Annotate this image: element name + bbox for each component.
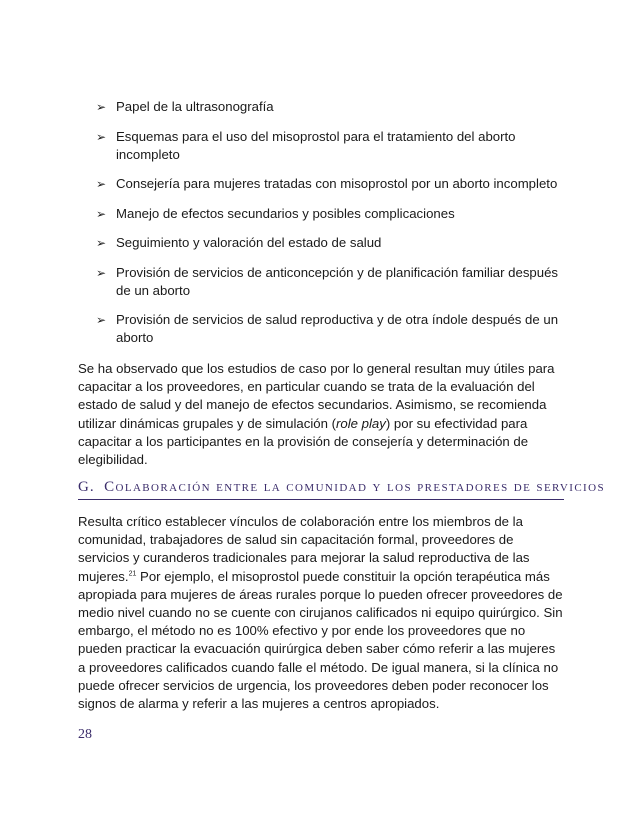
paragraph-text: ) por su efectividad para capacitar a los participantes en la provisión de consejería y determinación de elegibilidad. [78, 415, 529, 468]
list-item [96, 205, 566, 223]
page-number: 28 [78, 727, 92, 742]
paragraph-text: Resulta crítico establecer vínculos de colaboración entre los miembros de la comunidad, trabajadores de salud sin capacitación formal, proveedores de servicios y curanderos tradicionales para mejorar la salud reproductiva de las mujeres. [78, 514, 530, 584]
paragraph-text: Por ejemplo, el misoprostol puede constituir la opción terapéutica más apropiada para mujeres de áreas rurales porque lo pueden ofrecer proveedores de medio nivel cuando no se cuente con cirujanos calificados ni equipo quirúrgico. Sin embargo, el método no es 100% efectivo y por ende los proveedores que no pueden practicar la evacuación quirúrgica deben saber cómo referir a las mujeres a proveedores calificados cuando falle el método. De igual manera, si la clínica no puede ofrecer servicios de urgencia, los proveedores deben poder reconocer los signos de alarma y referir a las mujeres a centros apropiados. [78, 568, 563, 712]
list-item-text: Manejo de efectos secundarios y posibles complicaciones [116, 205, 455, 221]
list-item-text: Papel de la ultrasonografía [116, 99, 274, 114]
arrow-right-icon: ➢ [96, 236, 107, 250]
list-item-text: Provisión de servicios de anticoncepción y de planificación familiar después de un aborto [116, 264, 559, 298]
section-heading [78, 477, 605, 497]
list-item-text: Esquemas para el uso del misoprostol para el tratamiento del aborto incompleto [116, 128, 516, 162]
arrow-right-icon: ➢ [96, 129, 107, 144]
section-divider [78, 499, 564, 500]
role-play-term: role play [336, 415, 386, 431]
list-item-text: Provisión de servicios de salud reproductiva y de otra índole después de un aborto [116, 312, 559, 345]
paragraph-text: Se ha observado que los estudios de caso por lo general resultan muy útiles para capacitar a los proveedores, en particular cuando se trata de la evaluación del estado de salud y del manejo de efectos secundarios. Asimismo, se recomienda utilizar dinámicas grupales y de simulación ( [78, 361, 555, 431]
list-item [96, 264, 566, 300]
footnote-marker: 21 [128, 570, 137, 578]
section-title: Colaboración entre la comunidad y los prestadores de servicios [104, 479, 605, 495]
list-item [96, 128, 566, 164]
arrow-right-icon: ➢ [96, 265, 107, 280]
list-item-text: Consejería para mujeres tratadas con misoprostol por un aborto incompleto [116, 176, 558, 191]
list-item [96, 234, 566, 252]
collaboration-paragraph [78, 513, 564, 713]
list-item-text: Seguimiento y valoración del estado de salud [116, 235, 382, 250]
section-letter: G. [78, 479, 95, 495]
training-paragraph [78, 360, 564, 469]
list-item [96, 98, 566, 116]
arrow-right-icon: ➢ [96, 313, 107, 327]
arrow-right-icon: ➢ [96, 177, 107, 191]
list-item [96, 311, 566, 347]
arrow-right-icon: ➢ [96, 100, 107, 114]
list-item [96, 175, 566, 193]
topic-list [96, 98, 566, 359]
arrow-right-icon: ➢ [96, 206, 107, 221]
